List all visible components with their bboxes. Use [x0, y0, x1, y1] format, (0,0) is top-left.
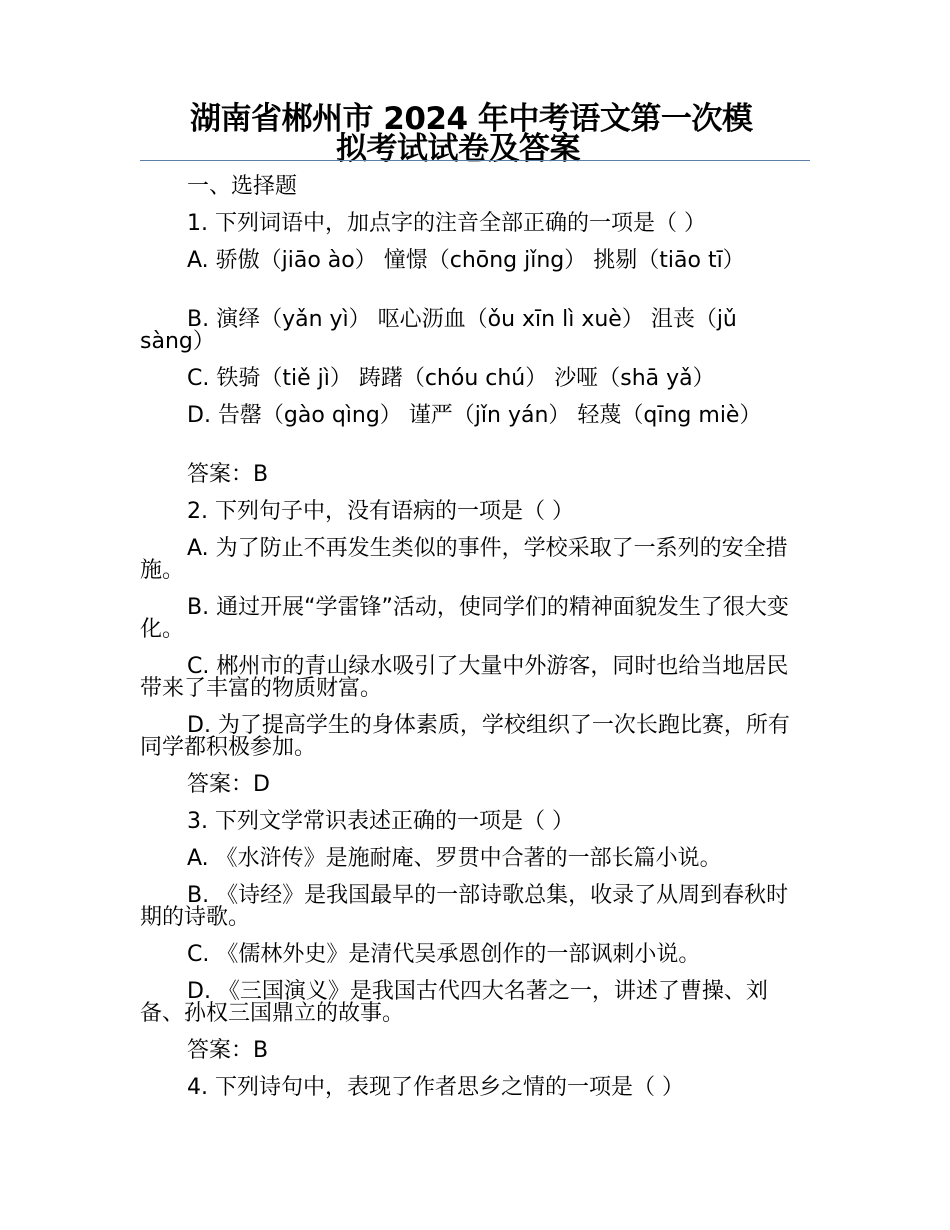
question-3-option-b: B. 《诗经》是我国最早的一部诗歌总集，收录了从周到春秋时期的诗歌。	[140, 883, 789, 930]
question-3-option-c: C. 《儒林外史》是清代吴承恩创作的一部讽刺小说。	[187, 942, 701, 967]
question-4-stem: 4. 下列诗句中，表现了作者思乡之情的一项是（ ）	[187, 1075, 684, 1100]
question-1-stem: 1. 下列词语中，加点字的注音全部正确的一项是（ ）	[187, 211, 706, 236]
document-body	[140, 176, 800, 1114]
question-1-option-d: D. 告罄（gào qìng） 谨严（jǐn yán） 轻蔑（qīng miè）	[187, 403, 762, 428]
question-1-option-b: B. 演绎（yǎn yì） 呕心沥血（ǒu xīn lì xuè） 沮丧（jǔ sàng）	[140, 307, 737, 354]
question-3-option-a: A. 《水浒传》是施耐庵、罗贯中合著的一部长篇小说。	[187, 846, 722, 871]
question-1-answer: 答案：B	[187, 462, 269, 487]
title-line-2: 拟考试试卷及答案	[336, 131, 580, 167]
title-divider	[140, 160, 810, 161]
question-2-option-c: C. 郴州市的青山绿水吸引了大量中外游客，同时也给当地居民带来了丰富的物质财富。	[140, 654, 789, 701]
document-title	[140, 101, 810, 167]
question-2-answer: 答案：D	[187, 772, 270, 797]
question-1-option-a: A. 骄傲（jiāo ào） 憧憬（chōng jǐng） 挑剔（tiāo tī）	[187, 248, 745, 273]
title-line-1: 湖南省郴州市 2024 年中考语文第一次模	[190, 101, 753, 137]
question-2-option-d: D. 为了提高学生的身体素质，学校组织了一次长跑比赛，所有同学都积极参加。	[140, 713, 790, 760]
question-3-answer: 答案：B	[187, 1038, 269, 1063]
question-1-option-c: C. 铁骑（tiě jì） 踌躇（chóu chú） 沙哑（shā yǎ）	[187, 366, 715, 391]
section-heading: 一、选择题	[187, 174, 298, 199]
question-2-option-b: B. 通过开展“学雷锋”活动，使同学们的精神面貌发生了很大变化。	[140, 595, 789, 642]
question-2-option-a: A. 为了防止不再发生类似的事件，学校采取了一系列的安全措施。	[140, 536, 788, 583]
question-3-option-d: D. 《三国演义》是我国古代四大名著之一，讲述了曹操、刘备、孙权三国鼎立的故事。	[140, 979, 768, 1026]
question-3-stem: 3. 下列文学常识表述正确的一项是（ ）	[187, 809, 574, 834]
question-2-stem: 2. 下列句子中，没有语病的一项是（ ）	[187, 499, 574, 524]
